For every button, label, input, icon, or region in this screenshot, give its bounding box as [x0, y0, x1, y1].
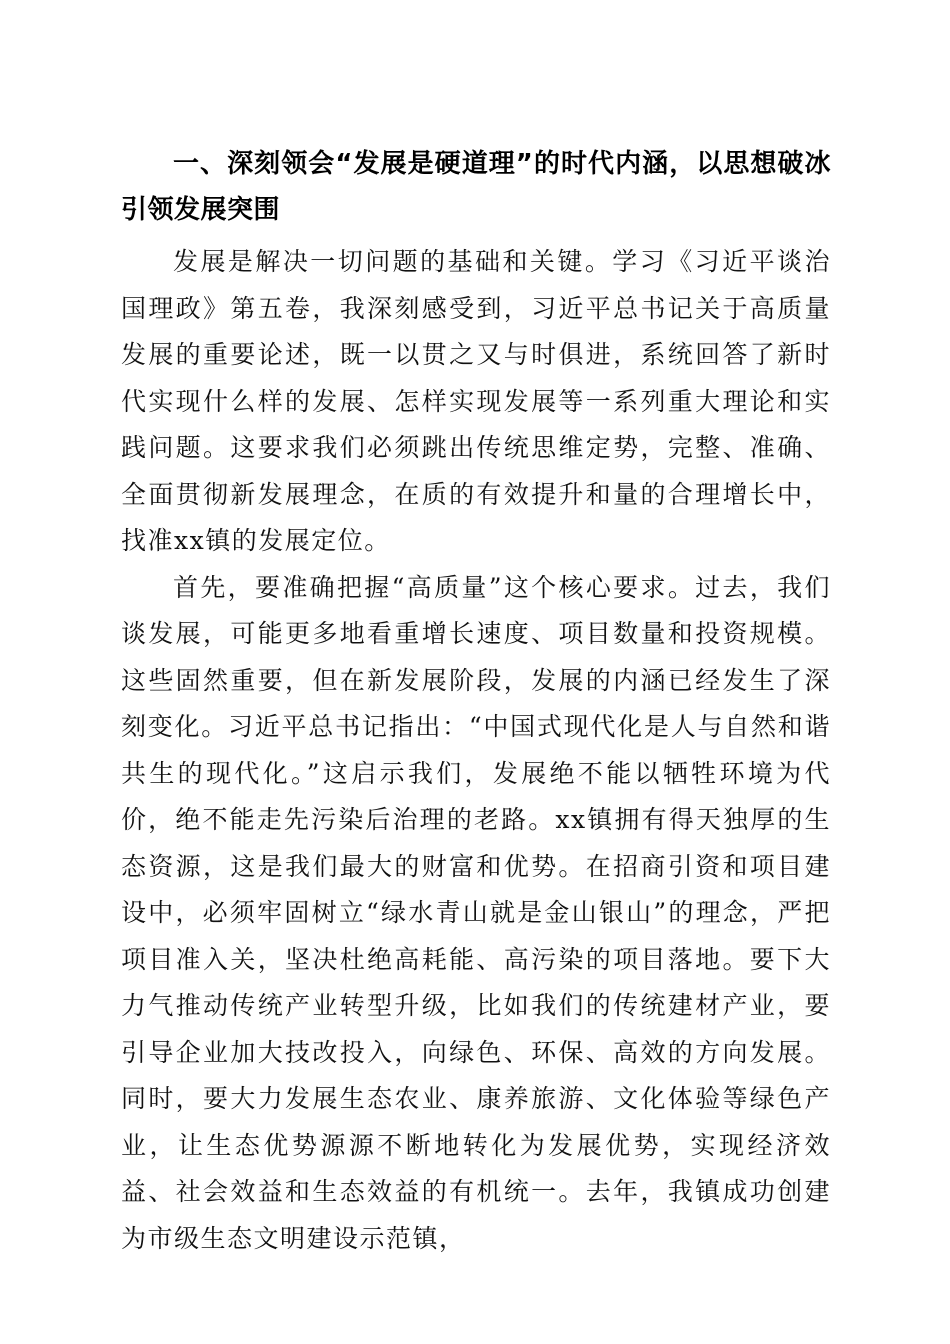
paragraph-high-quality-requirement: 首先，要准确把握“高质量”这个核心要求。过去，我们谈发展，可能更多地看重增长速度、项目数量和投资规模。这些固然重要，但在新发展阶段，发展的内涵已经发生了深刻变化。习近平总书记指出：“中国式现代化是人与自然和谐共生的现代化。”这启示我们，发展绝不能以牺牲环境为代价，绝不能走先污染后治理的老路。xx镇拥有得天独厚的生态资源，这是我们最大的财富和优势。在招商引资和项目建设中，必须牢固树立“绿水青山就是金山银山”的理念，严把项目准入关，坚决杜绝高耗能、高污染的项目落地。要下大力气推动传统产业转型升级，比如我们的传统建材产业，要引导企业加大技改投入，向绿色、环保、高效的方向发展。同时，要大力发展生态农业、康养旅游、文化体验等绿色产业，让生态优势源源不断地转化为发展优势，实现经济效益、社会效益和生态效益的有机统一。去年，我镇成功创建为市级生态文明建设示范镇， [121, 572, 831, 1253]
paragraph-development-basis: 发展是解决一切问题的基础和关键。学习《习近平谈治国理政》第五卷，我深刻感受到，习近平总书记关于高质量发展的重要论述，既一以贯之又与时俱进，系统回答了新时代实现什么样的发展、怎样实现发展等一系列重大理论和实践问题。这要求我们必须跳出传统思维定势，完整、准确、全面贯彻新发展理念，在质的有效提升和量的合理增长中，找准xx镇的发展定位。 [121, 247, 831, 555]
section-heading: 一、深刻领会“发展是硬道理”的时代内涵，以思想破冰引领发展突围 [121, 149, 831, 225]
document-body [121, 141, 831, 1262]
